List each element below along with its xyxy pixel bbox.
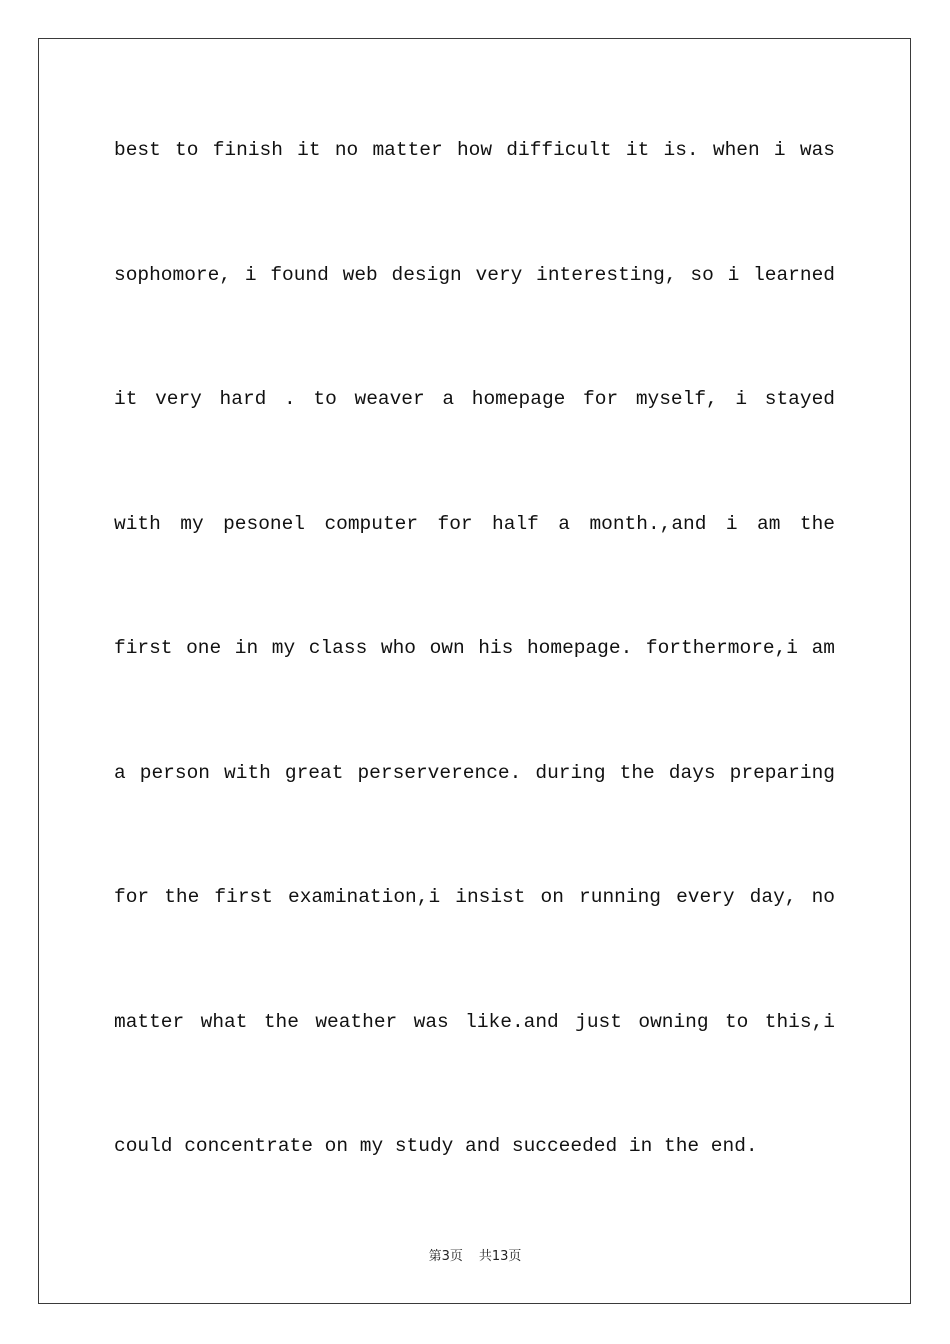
text-line: could concentrate on my study and succeeded in the end.	[114, 1135, 758, 1157]
text-line: sophomore, i found web design very interesting, so i learned	[114, 263, 835, 286]
text-line: for the first examination,i insist on running every day, no	[114, 886, 835, 908]
text-line: it very hard . to weaver a homepage for myself, i stayed	[114, 388, 835, 410]
text-line: best to finish it no matter how difficult it is. when i was	[114, 139, 835, 161]
text-line: matter what the weather was like.and just owning to this,i	[114, 1010, 835, 1033]
text-line: with my pesonel computer for half a month.,and i am the	[114, 512, 835, 535]
text-line: first one in my class who own his homepage. forthermore,i am	[114, 637, 835, 659]
text-line: a person with great perserverence. during the days preparing	[114, 761, 835, 784]
page-number-current: 第3页	[428, 1249, 463, 1264]
document-body	[114, 88, 835, 1209]
page-number-total: 共13页	[478, 1249, 522, 1264]
page-footer	[0, 1247, 950, 1267]
